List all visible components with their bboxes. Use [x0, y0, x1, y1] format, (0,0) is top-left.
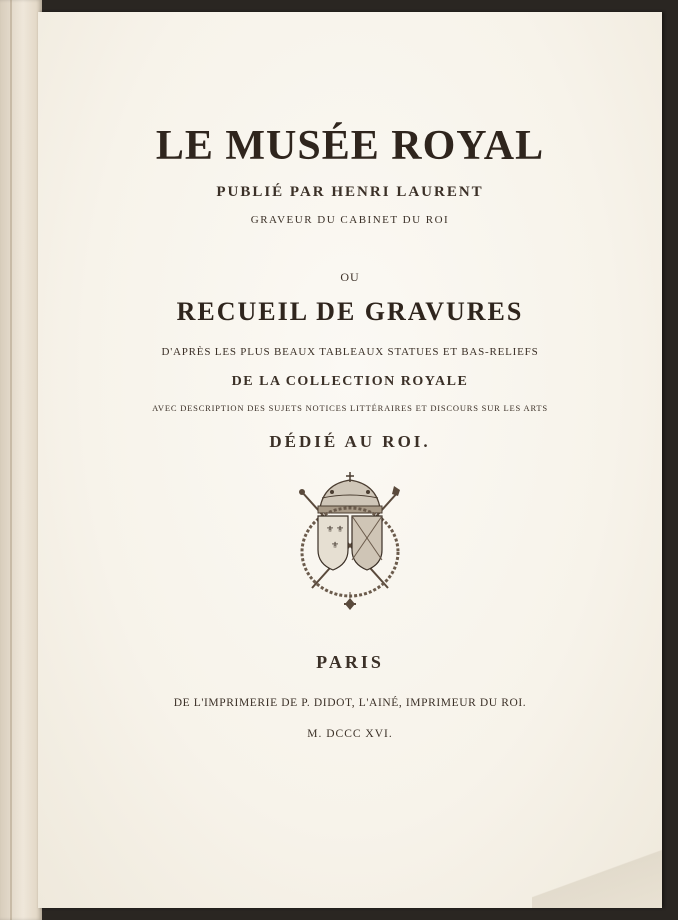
svg-text:⚜: ⚜: [336, 525, 345, 535]
engraver-line: GRAVEUR DU CABINET DU ROI: [250, 214, 450, 226]
book-title: LE MUSÉE ROYAL: [155, 123, 545, 169]
or-word: OU: [340, 270, 360, 284]
dedication-line: DÉDIÉ AU ROI.: [269, 432, 431, 451]
title-page: [38, 12, 662, 908]
svg-text:⚜: ⚜: [326, 525, 335, 535]
svg-text:⚜: ⚜: [331, 541, 340, 551]
publication-year: M. DCCC XVI.: [307, 728, 393, 740]
royal-coat-of-arms-icon: [290, 470, 410, 620]
page-corner-fold: [532, 838, 662, 908]
binding-edge: [10, 0, 12, 920]
description-line: AVEC DESCRIPTION DES SUJETS NOTICES LITTÉRAIRES ET DISCOURS SUR LES ARTS: [152, 403, 548, 413]
book-binding: [0, 0, 42, 920]
after-line: D'APRÈS LES PLUS BEAUX TABLEAUX STATUES ET BAS-RELIEFS: [161, 346, 539, 358]
book-subtitle: RECUEIL DE GRAVURES: [176, 297, 524, 326]
place-of-publication: PARIS: [316, 652, 384, 672]
collection-line: DE LA COLLECTION ROYALE: [231, 374, 469, 389]
printer-line: DE L'IMPRIMERIE DE P. DIDOT, L'AINÉ, IMPRIMEUR DU ROI.: [173, 697, 527, 709]
publisher-line: PUBLIÉ PAR HENRI LAURENT: [216, 184, 484, 200]
